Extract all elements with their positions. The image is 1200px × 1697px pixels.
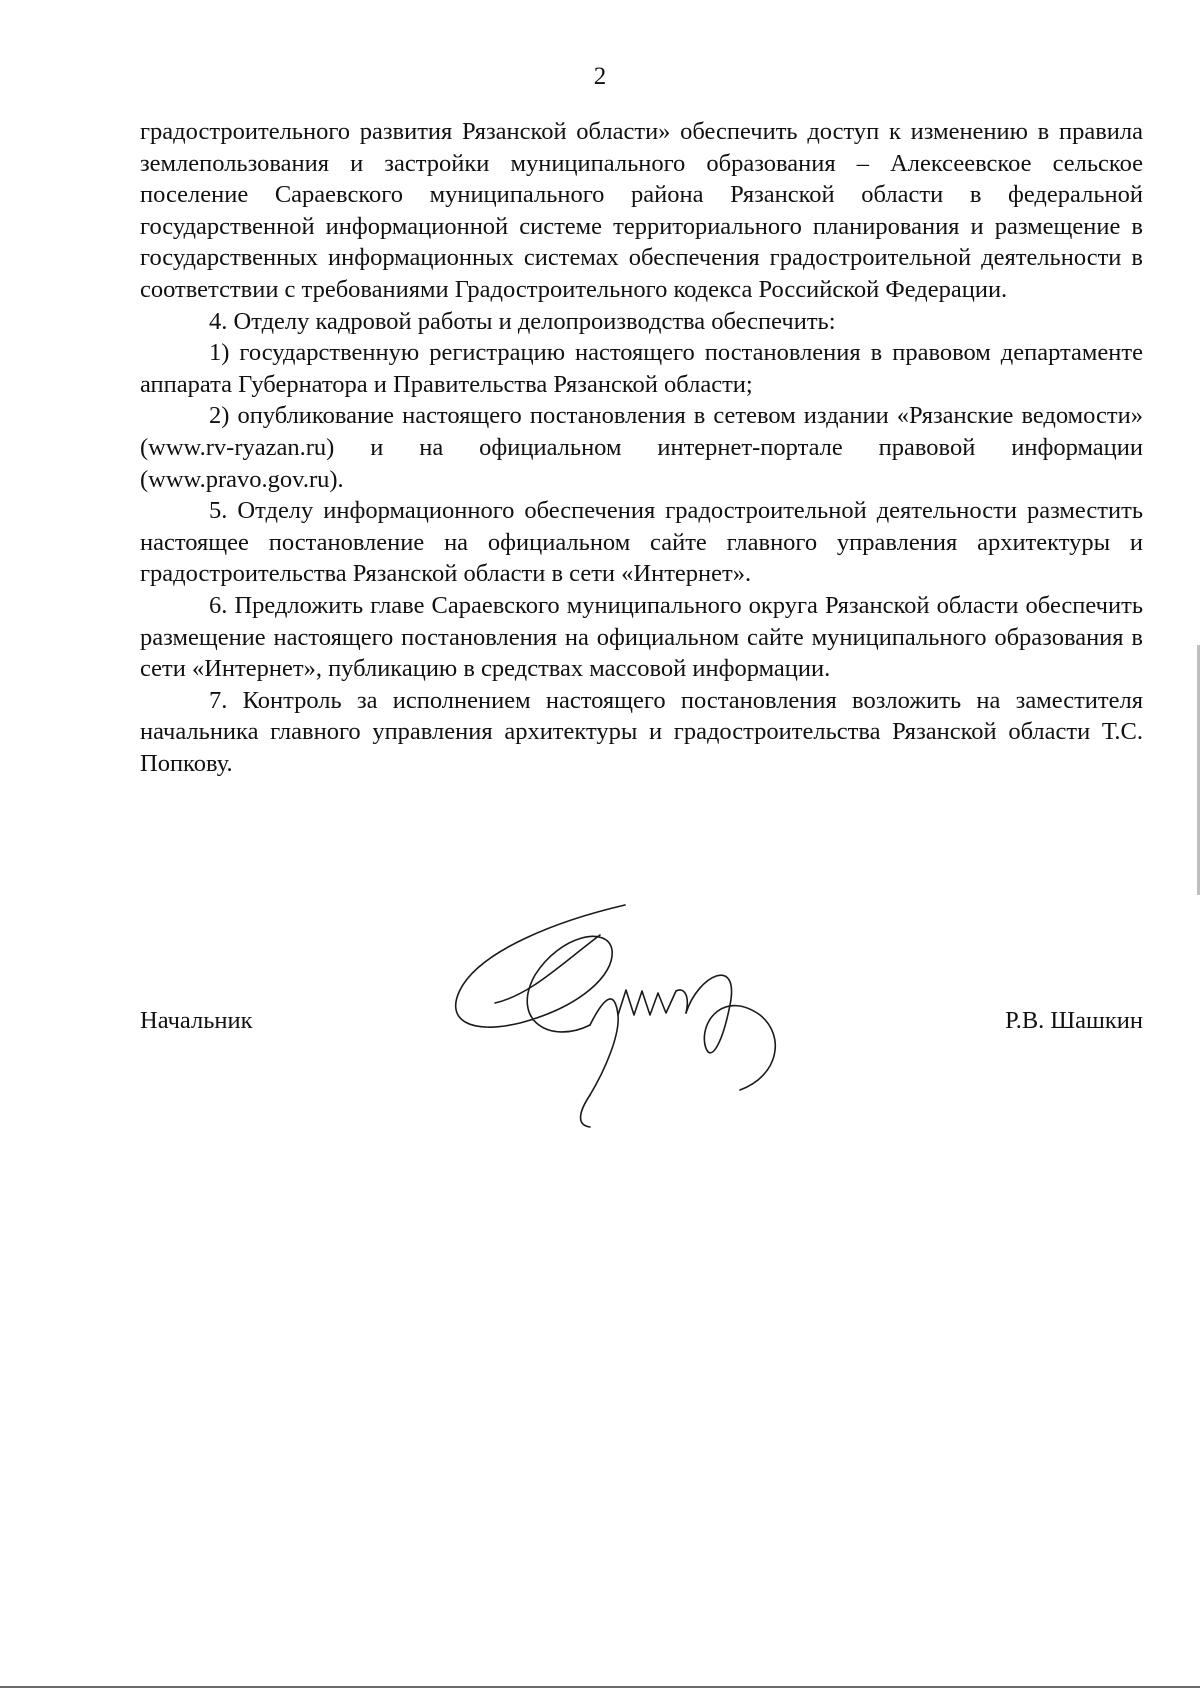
paragraph-continuation: градостроительного развития Рязанской области» обеспечить доступ к изменению в правила землепользования и застройки муниципального образования – Алексеевское сельское поселение Сараевского муниципального района Рязанской области в федеральной государственной информационной системе территориального планирования и размещение в государственных информационных системах обеспечения градостроительной деятельности в соответствии с требованиями Градостроительного кодекса Российской Федерации.: [140, 118, 1143, 303]
paragraph-item-6: 6. Предложить главе Сараевского муниципального округа Рязанской области обеспечить размещение настоящего постановления на официальном сайте муниципального образования в сети «Интернет», публикацию в средствах массовой информации.: [140, 591, 1143, 683]
document-body: [140, 116, 1143, 779]
signatory-position: Начальник: [140, 1007, 253, 1034]
paragraph-item-4: 4. Отделу кадровой работы и делопроизводства обеспечить:: [209, 307, 836, 335]
paragraph-subitem-2: 2) опубликование настоящего постановления в сетевом издании «Рязанские ведомости» (www.rv-ryazan.ru) и на официальном интернет-портале правовой информации (www.pravo.gov.ru).: [140, 402, 1143, 493]
page-number: 2: [593, 63, 607, 90]
paragraph-subitem-1: 1) государственную регистрацию настоящего постановления в правовом департаменте аппарата Губернатора и Правительства Рязанской области;: [140, 339, 1143, 398]
paragraph-item-7: 7. Контроль за исполнением настоящего постановления возложить на заместителя начальника главного управления архитектуры и градостроительства Рязанской области Т.С. Попкову.: [140, 686, 1143, 777]
handwritten-signature: [440, 895, 810, 1130]
scan-bottom-edge: [0, 1686, 1200, 1688]
paragraph-item-5: 5. Отделу информационного обеспечения градостроительной деятельности разместить настоящее постановление на официальном сайте главного управления архитектуры и градостроительства Рязанской области в сети «Интернет».: [140, 497, 1143, 588]
signatory-name: Р.В. Шашкин: [1005, 1007, 1143, 1034]
